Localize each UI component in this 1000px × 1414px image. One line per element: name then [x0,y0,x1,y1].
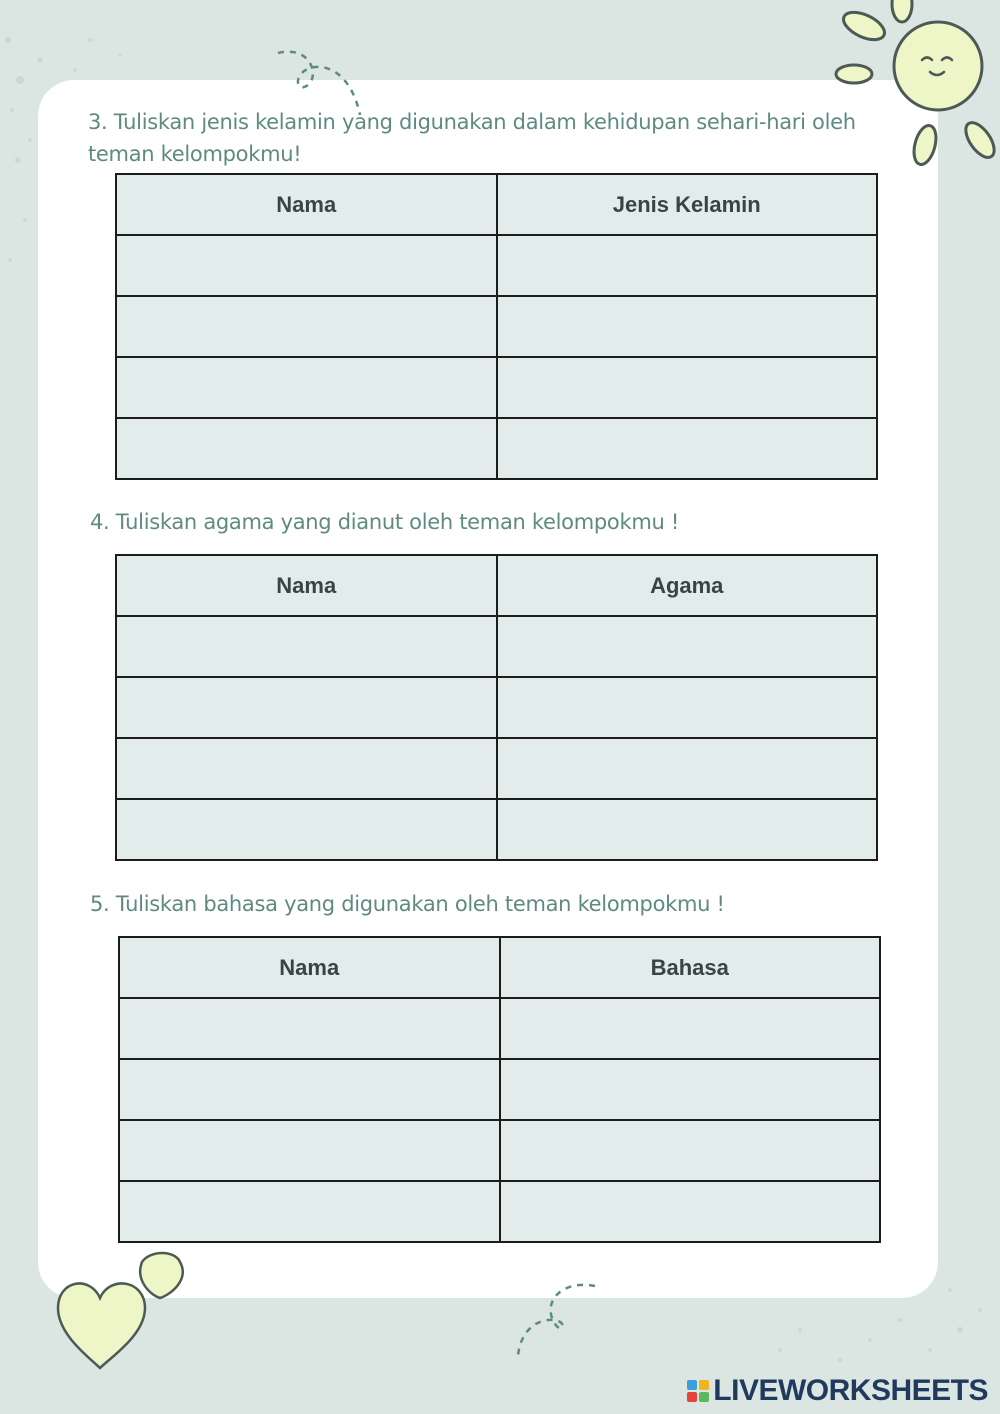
answer-cell[interactable] [116,296,497,357]
table-row [116,677,877,738]
table-row [116,738,877,799]
answer-cell[interactable] [119,1120,500,1181]
answer-cell[interactable] [497,738,878,799]
question-5-text: 5. Tuliskan bahasa yang digunakan oleh teman kelompokmu ! [90,892,725,916]
answer-cell[interactable] [497,418,878,479]
religion-table [115,554,878,861]
column-header-nama: Nama [116,174,497,235]
question-4-text: 4. Tuliskan agama yang dianut oleh teman kelompokmu ! [90,510,679,534]
answer-cell[interactable] [497,677,878,738]
column-header-nama: Nama [119,937,500,998]
answer-cell[interactable] [119,1181,500,1242]
table-header-row [119,937,880,998]
dashed-swirl-decoration-bottom [510,1278,610,1358]
column-header-agama: Agama [497,555,878,616]
liveworksheets-logo[interactable] [687,1374,988,1408]
logo-text: LIVEWORKSHEETS [713,1374,988,1407]
answer-cell[interactable] [116,418,497,479]
heart-icon [50,1250,200,1375]
answer-cell[interactable] [500,998,881,1059]
language-table [118,936,881,1243]
answer-cell[interactable] [116,235,497,296]
table-row [119,1059,880,1120]
table-row [119,1120,880,1181]
table-header-row [116,555,877,616]
answer-cell[interactable] [500,1181,881,1242]
table-header-row [116,174,877,235]
table-row [119,998,880,1059]
answer-cell[interactable] [497,296,878,357]
table-row [116,799,877,860]
question-3-text: 3. Tuliskan jenis kelamin yang digunakan dalam kehidupan sehari-hari oleh teman kelompokmu! [88,110,856,166]
answer-cell[interactable] [119,1059,500,1120]
table-row [116,235,877,296]
column-header-nama: Nama [116,555,497,616]
table-row [116,418,877,479]
answer-cell[interactable] [500,1059,881,1120]
table-row [116,357,877,418]
answer-cell[interactable] [116,799,497,860]
answer-cell[interactable] [497,357,878,418]
answer-cell[interactable] [119,998,500,1059]
answer-cell[interactable] [116,357,497,418]
table-row [116,616,877,677]
table-row [119,1181,880,1242]
answer-cell[interactable] [497,235,878,296]
gender-table [115,173,878,480]
answer-cell[interactable] [500,1120,881,1181]
answer-cell[interactable] [116,677,497,738]
table-row [116,296,877,357]
column-header-bahasa: Bahasa [500,937,881,998]
answer-cell[interactable] [116,616,497,677]
answer-cell[interactable] [116,738,497,799]
answer-cell[interactable] [497,799,878,860]
answer-cell[interactable] [497,616,878,677]
logo-grid-icon [687,1380,709,1402]
column-header-jenis-kelamin: Jenis Kelamin [497,174,878,235]
